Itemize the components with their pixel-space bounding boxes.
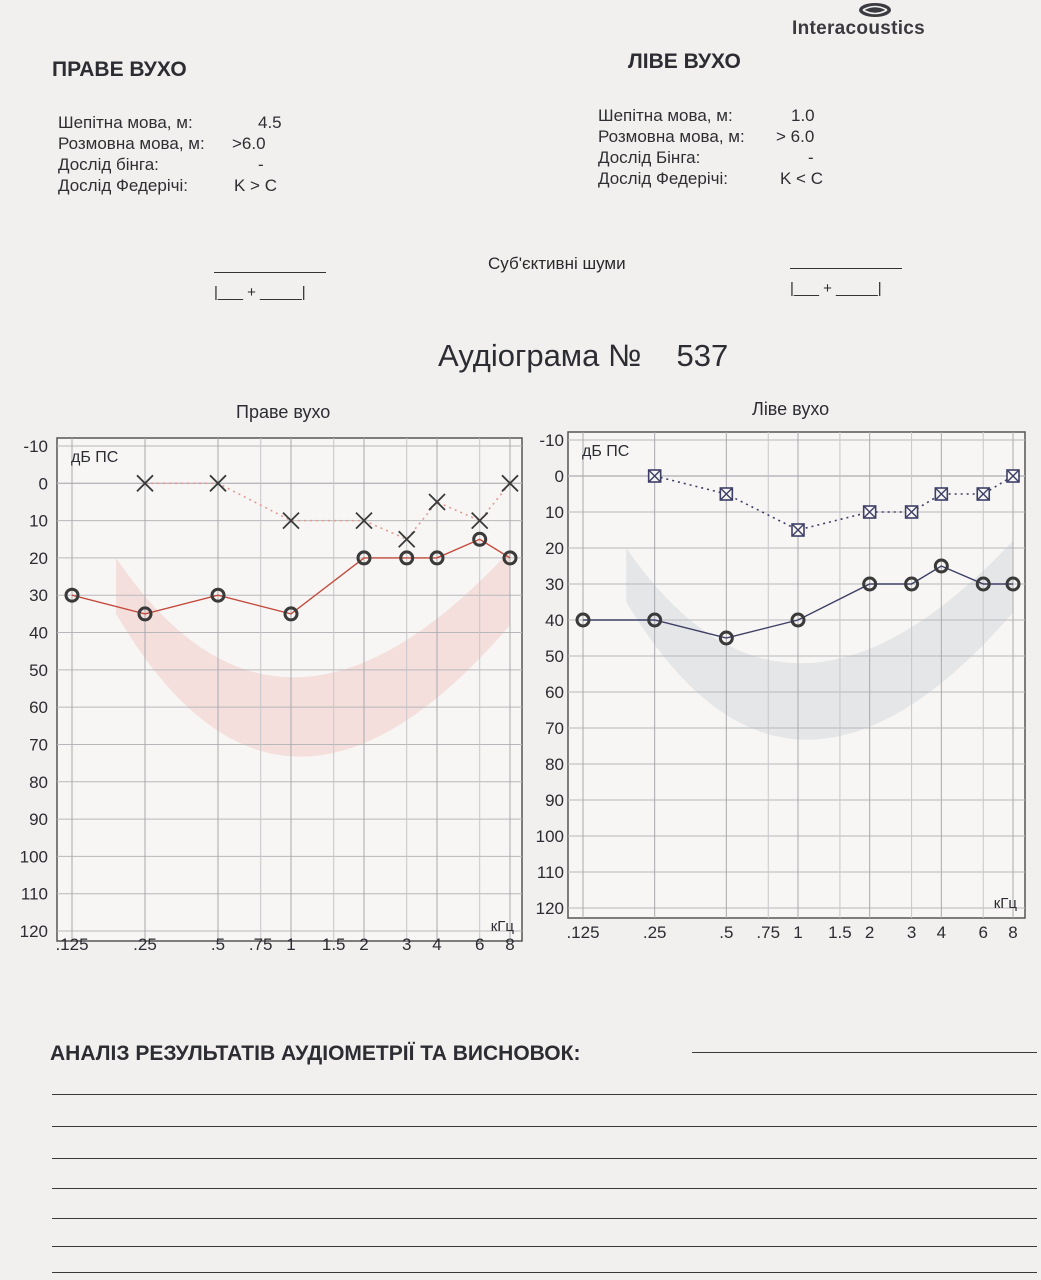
bing-value: - (258, 155, 264, 174)
brand-name: Interacoustics (792, 18, 926, 39)
left-ear-title: ЛІВЕ ВУХО (628, 50, 741, 73)
y-tick-label: 110 (536, 863, 564, 882)
y-tick-label: 10 (545, 503, 564, 522)
tinnitus-label: Суб'єктивні шуми (488, 254, 626, 273)
whisper-label: Шепітна мова, м: (58, 113, 193, 132)
analysis-line (52, 1246, 1037, 1247)
x-tick-label: .25 (642, 923, 667, 942)
x-tick-label: .5 (210, 935, 226, 954)
tinnitus-field-right (214, 272, 326, 304)
tinnitus-field-left (790, 268, 902, 300)
speech-label: Розмовна мова, м: (598, 127, 745, 146)
federici-value: K > C (234, 176, 277, 195)
y-tick-label: 80 (29, 772, 48, 792)
analysis-line (52, 1094, 1037, 1095)
y-tick-label: 80 (545, 755, 564, 774)
speech-value: > 6.0 (776, 127, 815, 146)
analysis-line (52, 1158, 1037, 1159)
y-tick-label: 120 (535, 899, 564, 918)
y-tick-label: 0 (554, 467, 564, 486)
x-tick-label: .25 (133, 935, 157, 954)
y-tick-label: -10 (539, 431, 564, 450)
y-tick-label: 30 (29, 586, 48, 606)
y-tick-label: 100 (19, 847, 48, 867)
x-tick-label: 8 (1008, 923, 1018, 942)
bing-label: Дослід Бінга: (598, 148, 701, 167)
x-tick-label: 1.5 (828, 923, 852, 942)
x-tick-label: 6 (978, 923, 988, 942)
masked-bone-conduction-point (864, 506, 876, 518)
audiogram-title-label: Аудіограма № (438, 338, 642, 373)
masked-bone-conduction-point (906, 506, 918, 518)
analysis-line (692, 1052, 1037, 1053)
analysis-heading: АНАЛІЗ РЕЗУЛЬТАТІВ АУДІОМЕТРІЇ ТА ВИСНОВОК: (50, 1042, 581, 1065)
y-tick-label: 60 (29, 698, 48, 718)
y-tick-label: 40 (545, 611, 564, 630)
y-tick-label: 10 (29, 511, 48, 531)
y-axis-label: дБ ПС (71, 449, 119, 466)
y-tick-label: 20 (29, 548, 48, 568)
audiogram-number: 537 (676, 338, 729, 373)
x-tick-label: 4 (432, 935, 442, 954)
x-tick-label: 4 (936, 923, 947, 942)
x-tick-label: 2 (864, 923, 875, 942)
y-tick-label: 50 (545, 647, 564, 666)
masked-bone-conduction-point (977, 488, 989, 500)
x-tick-label: .75 (248, 935, 273, 954)
masked-bone-conduction-point (935, 488, 947, 500)
x-axis-label: кГц (490, 918, 514, 935)
y-axis-label: дБ ПС (582, 443, 630, 460)
x-tick-label: .125 (55, 935, 89, 954)
y-tick-label: 30 (545, 575, 564, 594)
y-tick-label: 40 (29, 623, 48, 643)
speech-label: Розмовна мова, м: (58, 134, 205, 153)
y-tick-label: 100 (535, 827, 564, 846)
bing-label: Дослід бінга: (58, 155, 159, 174)
y-tick-label: 110 (20, 884, 48, 904)
tinnitus-field-left-text: |___ + _____| (790, 280, 882, 297)
left-ear-audiogram (520, 420, 1041, 960)
x-tick-label: .125 (566, 923, 600, 942)
x-axis-label: кГц (993, 895, 1017, 912)
y-tick-label: 60 (545, 683, 564, 702)
speech-value: >6.0 (232, 134, 266, 153)
x-tick-label: .5 (719, 923, 734, 942)
analysis-line (52, 1188, 1037, 1189)
masked-bone-conduction-point (649, 470, 661, 482)
x-tick-label: 1 (286, 935, 296, 954)
right-chart-title: Праве вухо (236, 402, 331, 422)
y-tick-label: 0 (38, 474, 48, 494)
y-tick-label: 90 (545, 791, 564, 810)
analysis-line (52, 1126, 1037, 1127)
x-tick-label: 1.5 (321, 935, 346, 954)
masked-bone-conduction-point (792, 524, 804, 536)
y-tick-label: -10 (23, 437, 48, 456)
federici-label: Дослід Федерічі: (58, 176, 188, 195)
bing-value: - (808, 148, 814, 167)
whisper-value: 4.5 (258, 113, 282, 132)
left-ear-info (598, 105, 898, 189)
interacoustics-logo-icon (857, 2, 893, 18)
whisper-label: Шепітна мова, м: (598, 106, 733, 125)
y-tick-label: 120 (19, 922, 48, 941)
y-tick-label: 70 (545, 719, 564, 738)
analysis-line (52, 1272, 1037, 1273)
federici-label: Дослід Федерічі: (598, 169, 728, 188)
x-tick-label: 3 (906, 923, 917, 942)
x-tick-label: 1 (793, 923, 803, 942)
x-tick-label: 3 (401, 935, 412, 954)
x-tick-label: 6 (474, 935, 485, 954)
masked-bone-conduction-point (720, 488, 732, 500)
y-tick-label: 20 (545, 539, 564, 558)
right-ear-title: ПРАВЕ ВУХО (52, 58, 187, 81)
right-ear-audiogram (0, 420, 530, 960)
x-tick-label: 8 (505, 935, 515, 954)
audiogram-title (438, 338, 728, 374)
y-tick-label: 90 (29, 810, 48, 830)
y-tick-label: 70 (29, 735, 48, 755)
analysis-line (52, 1218, 1037, 1219)
y-tick-label: 50 (29, 660, 48, 680)
whisper-value: 1.0 (791, 106, 815, 125)
federici-value: K < C (780, 169, 823, 188)
right-ear-info (58, 112, 358, 196)
x-tick-label: .75 (756, 923, 781, 942)
masked-bone-conduction-point (1007, 470, 1019, 482)
tinnitus-field-right-text: |___ + _____| (214, 284, 306, 301)
x-tick-label: 2 (359, 935, 369, 954)
left-chart-title: Ліве вухо (752, 399, 830, 419)
